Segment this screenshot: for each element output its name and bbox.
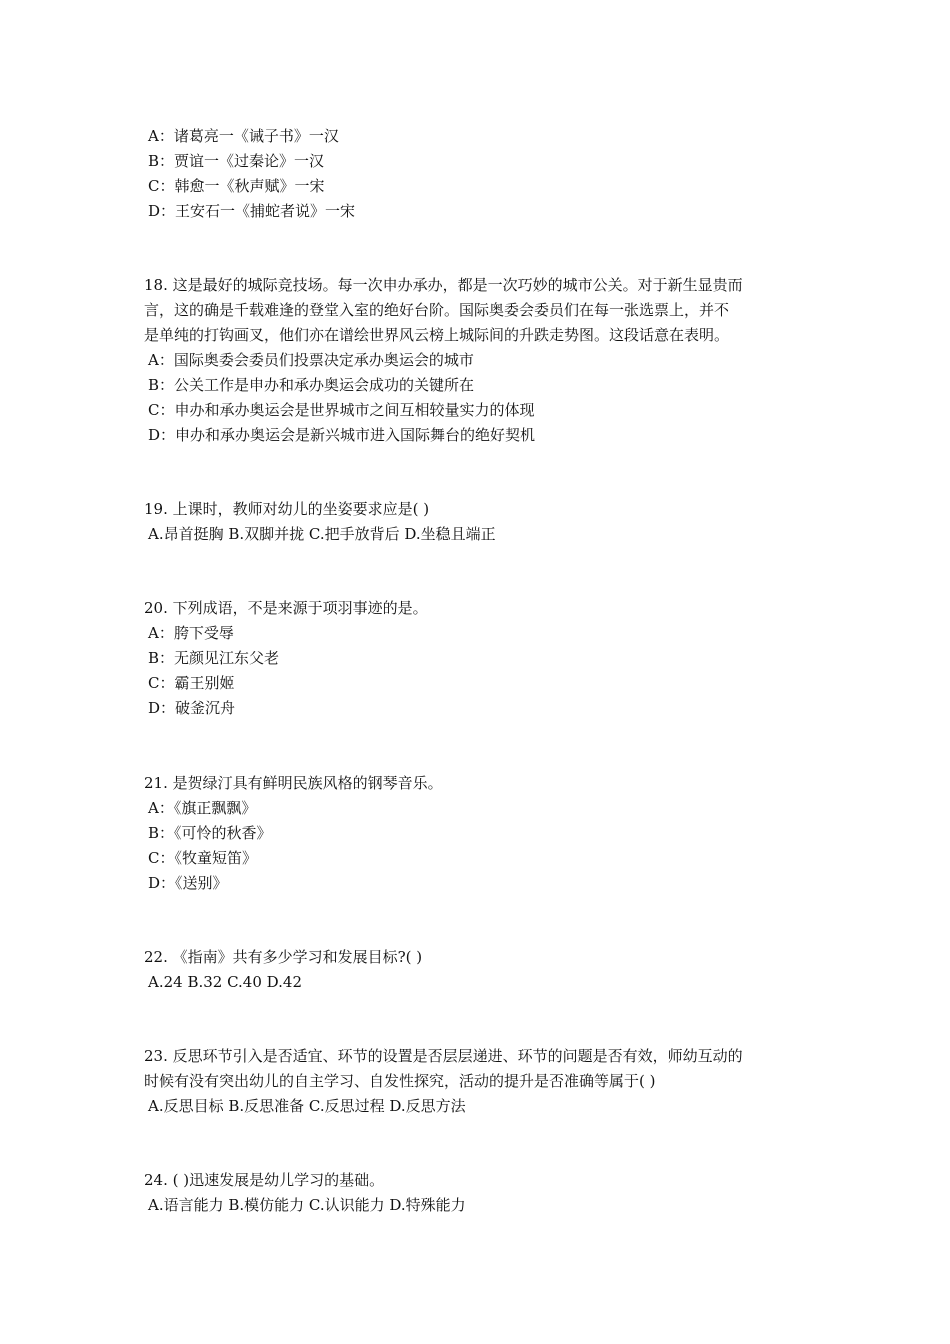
option-row: A.语言能力 B.模仿能力 C.认识能力 D.特殊能力 <box>148 1196 466 1214</box>
question-stem-line: 18. 这是最好的城际竞技场。每一次申办承办，都是一次巧妙的城市公关。对于新生显贵而 <box>144 276 743 294</box>
option-b: B：无颜见江东父老 <box>148 649 280 667</box>
option-row: A.24 B.32 C.40 D.42 <box>148 973 303 991</box>
option-d: D：《送别》 <box>148 874 228 892</box>
question-stem-line: 22. 《指南》共有多少学习和发展目标?( ) <box>144 948 423 966</box>
question-19 <box>144 497 810 547</box>
option-d: D：申办和承办奥运会是新兴城市进入国际舞台的绝好契机 <box>148 426 536 444</box>
option-c: C：申办和承办奥运会是世界城市之间互相较量实力的体现 <box>148 401 535 419</box>
option-row: A.昂首挺胸 B.双脚并拢 C.把手放背后 D.坐稳且端正 <box>148 525 496 543</box>
question-24 <box>144 1168 810 1218</box>
question-stem-line: 是单纯的打钩画叉，他们亦在谱绘世界风云榜上城际间的升跌走势图。这段话意在表明。 <box>144 326 730 344</box>
question-stem-line: 时候有没有突出幼儿的自主学习、自发性探究，活动的提升是否准确等属于( ) <box>144 1072 656 1090</box>
option-d: D：破釜沉舟 <box>148 699 236 717</box>
question-stem-line: 21. 是贺绿汀具有鲜明民族风格的钢琴音乐。 <box>144 774 443 792</box>
question-stem-line: 23. 反思环节引入是否适宜、环节的设置是否层层递进、环节的问题是否有效，师幼互动的 <box>144 1047 743 1065</box>
option-a: A：国际奥委会委员们投票决定承办奥运会的城市 <box>148 351 474 369</box>
option-b: B：贾谊一《过秦论》一汉 <box>148 152 325 170</box>
question-20 <box>144 596 810 721</box>
question-stem-line: 20. 下列成语，不是来源于项羽事迹的是。 <box>144 599 428 617</box>
option-b: B：《可怜的秋香》 <box>148 824 272 842</box>
option-b: B：公关工作是申办和承办奥运会成功的关键所在 <box>148 376 475 394</box>
question-stem-line: 19. 上课时，教师对幼儿的坐姿要求应是( ) <box>144 500 430 518</box>
question-22 <box>144 945 810 995</box>
option-a: A：《旗正飘飘》 <box>148 799 257 817</box>
option-c: C：《牧童短笛》 <box>148 849 257 867</box>
question-17-options <box>144 124 810 224</box>
question-23 <box>144 1044 810 1119</box>
question-stem-line: 24. ( )迅速发展是幼儿学习的基础。 <box>144 1171 385 1189</box>
question-stem-line: 言，这的确是千载难逢的登堂入室的绝好台阶。国际奥委会委员们在每一张选票上，并不 <box>144 301 730 319</box>
question-21 <box>144 771 810 896</box>
question-18 <box>144 273 810 448</box>
option-c: C：霸王别姬 <box>148 674 235 692</box>
option-a: A：胯下受辱 <box>148 624 234 642</box>
option-a: A：诸葛亮一《诫子书》一汉 <box>148 127 339 145</box>
option-d: D：王安石一《捕蛇者说》一宋 <box>148 202 356 220</box>
option-c: C：韩愈一《秋声赋》一宋 <box>148 177 325 195</box>
option-row: A.反思目标 B.反思准备 C.反思过程 D.反思方法 <box>148 1097 466 1115</box>
